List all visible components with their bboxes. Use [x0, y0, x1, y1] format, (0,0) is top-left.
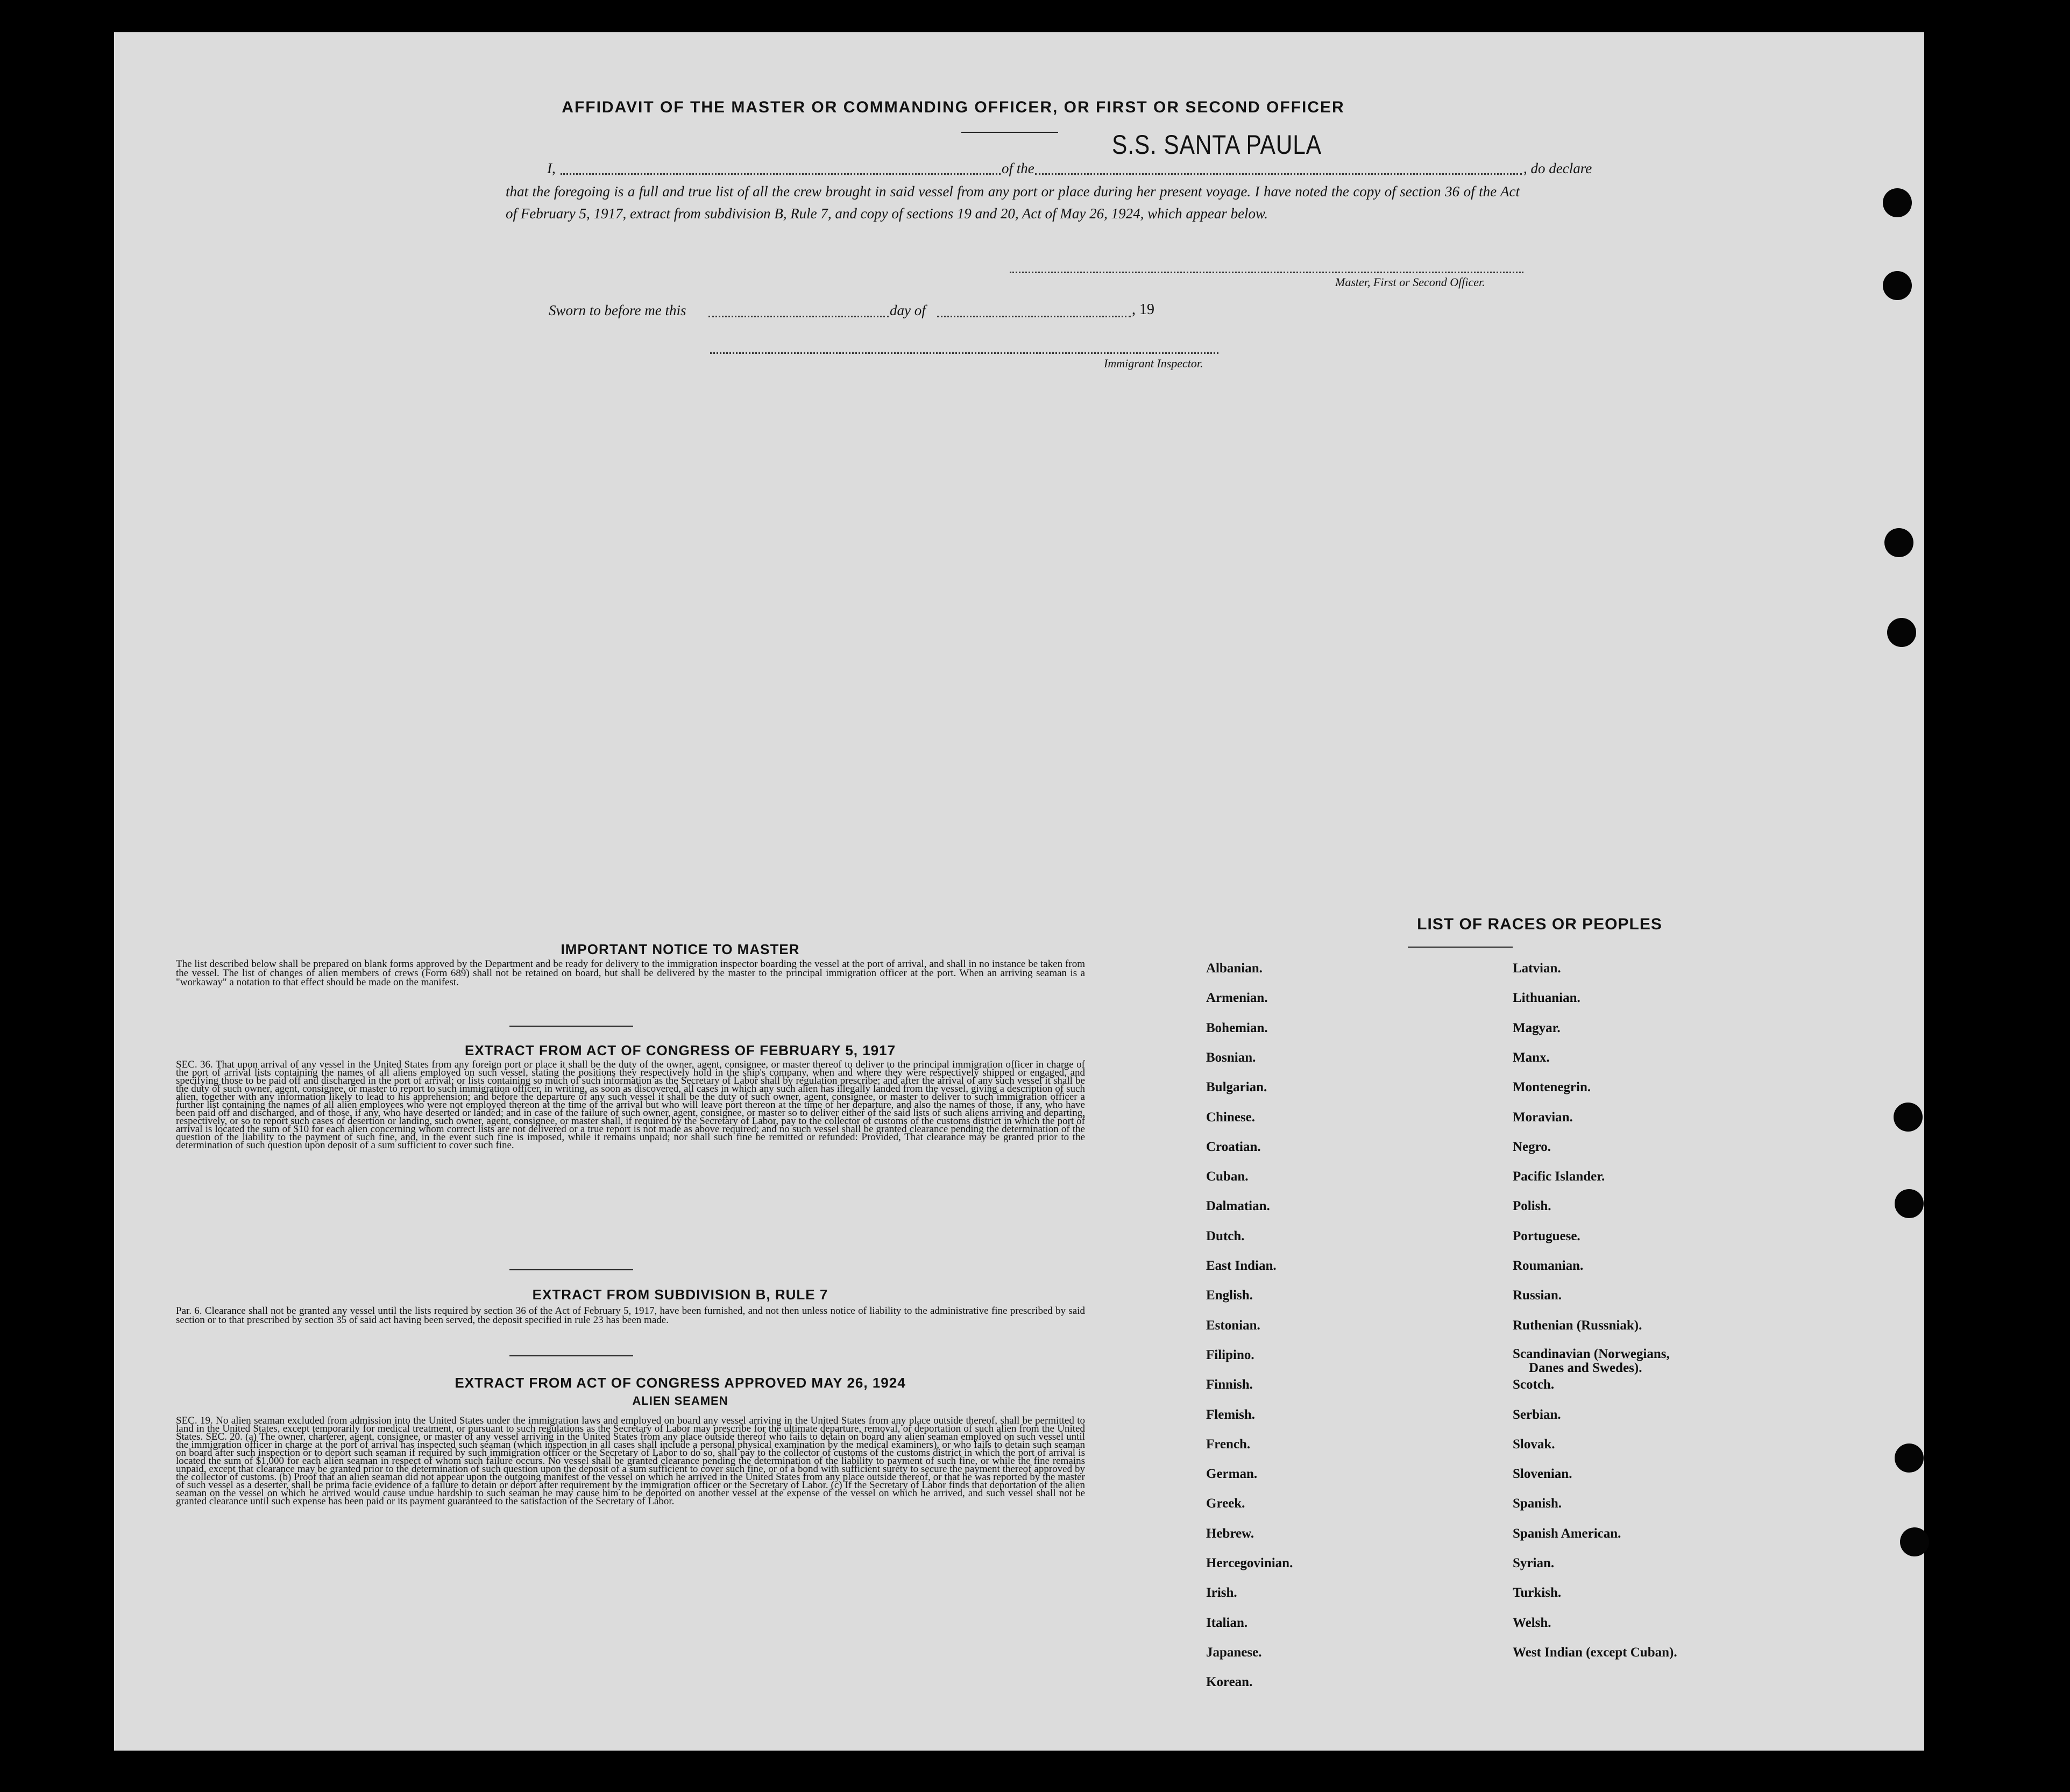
- race-item: Finnish.: [1206, 1377, 1253, 1392]
- race-item: Flemish.: [1206, 1407, 1255, 1422]
- document-page: [114, 32, 1924, 1751]
- inspector-label: Immigrant Inspector.: [1104, 357, 1203, 370]
- binder-hole: [1883, 188, 1912, 217]
- title-divider: [961, 132, 1058, 133]
- race-item: Bohemian.: [1206, 1020, 1268, 1035]
- race-item: Syrian.: [1513, 1556, 1555, 1570]
- race-item: East Indian.: [1206, 1258, 1277, 1273]
- extract-1917-divider: [509, 1269, 633, 1270]
- extract-rule7-body: Par. 6. Clearance shall not be granted any vessel until the lists required by section 36 of the Act of February 5, 1917, have been furnished, and not then unless notice of liability to the administrative fine prescribed by said section or to that prescribed by section 35 of said act having been served, the deposit specified in rule 23 has been made.: [176, 1305, 1085, 1326]
- race-item: Pacific Islander.: [1513, 1169, 1605, 1184]
- race-item: Bulgarian.: [1206, 1080, 1267, 1095]
- race-item: Spanish.: [1513, 1496, 1562, 1511]
- extract-1924-body: SEC. 19. No alien seaman excluded from admission into the United States under the immigration laws and employed on board any vessel arriving in the United States from any place outside thereof, shall be permitted to land in the United States, except temporarily for medical treatment, or pursuant to such regulations as the Secretary of Labor may prescribe for the ultimate departure, removal, or deportation of such alien from the United States. SEC. 20. (a) The owner, charterer, agent, consignee, or master of any vessel arriving in the United States from any place outside thereof who fails to detain on board any alien seaman employed on such vessel until the immigration officer in charge at the port of arrival has inspected such seaman (which inspection in all cases shall include a personal physical examination by the medical examiners), or who fails to detain such seaman on board after such inspection or to deport such seaman if required by such immigration officer or the Secretary of Labor to do so, shall pay to the collector of customs of the customs district in which the port of arrival is located the sum of $1,000 for each alien seaman in respect of whom such failure occurs. No vessel shall be granted clearance pending the determination of the liability to payment of such fine, or while the fine remains unpaid, except that clearance may be granted prior to the determination of such question upon the deposit of a sum sufficient to cover such fine, or of a bond with sufficient surety to secure the payment thereof approved by the collector of customs. (b) Proof that an alien seaman did not appear upon the outgoing manifest of the vessel on which he arrived in the United States from any place outside thereof, or that he was reported by the master of such vessel as a deserter, shall be prima facie evidence of a failure to detain or deport after requirement by the immigration officer or the Secretary of Labor. (c) If the Secretary of Labor finds that deportation of the alien seaman on the vessel on which he arrived would cause undue hardship to such seaman he may cause him to be deported on another vessel at the expense of the vessel on which he arrived, and such vessel shall not be granted clearance until such expense has been paid or its payment guaranteed to the satisfaction of the Secretary of Labor.: [176, 1415, 1085, 1507]
- race-item: Negro.: [1513, 1139, 1551, 1154]
- race-item: Scandinavian (Norwegians,: [1513, 1346, 1670, 1361]
- race-item: Greek.: [1206, 1496, 1245, 1511]
- race-item: Irish.: [1206, 1585, 1237, 1601]
- race-item: West Indian (except Cuban).: [1513, 1645, 1677, 1660]
- of-the-label: of the: [1002, 160, 1034, 176]
- binder-hole: [1884, 528, 1913, 557]
- race-item: Welsh.: [1513, 1615, 1551, 1630]
- race-item: Dutch.: [1206, 1228, 1245, 1243]
- race-item: Moravian.: [1513, 1110, 1573, 1125]
- race-item: Lithuanian.: [1513, 991, 1580, 1006]
- race-item: English.: [1206, 1288, 1253, 1303]
- extract-1917-body: SEC. 36. That upon arrival of any vessel in the United States from any foreign port or place it shall be the duty of the owner, agent, consignee, or master thereof to deliver to the principal immigration officer in charge of the port of arrival lists containing the names of all aliens employed on such vessel, stating the positions they respectively hold in the ship's company, when and where they were respectively shipped or engaged, and specifying those to be paid off and discharged in the port of arrival; or lists containing so much of such information as the Secretary of Labor shall by regulation prescribe; and after the arrival of any such vessel it shall be the duty of such owner, agent, consignee, or master to report to such immigration officer, in writing, as soon as discovered, all cases in which any such alien has illegally landed from the vessel, giving a description of such alien, together with any information likely to lead to his apprehension; and before the departure of any such vessel it shall be the duty of such owner, agent, consignee, or master to deliver to such immigration officer a further list containing the names of all alien employees who were not employed thereon at the time of the arrival but who will leave port thereon at the time of her departure, and also the names of those, if any, who have been paid off and discharged, and of those, if any, who have deserted or landed; and in case of the failure of such owner, agent, consignee, or master so to deliver either of the said lists of such aliens arriving and departing, respectively, or so to report such cases of desertion or landing, such owner, agent, consignee, or master shall, if required by the Secretary of Labor, pay to the collector of customs of the customs district in which the port of arrival is located the sum of $10 for each alien concerning whom correct lists are not delivered or a true report is not made as above required; and no such vessel shall be granted clearance pending the determination of the question of the liability to the payment of such fine, and, in the event such fine is imposed, while it remains unpaid; nor shall such fine be remitted or refunded: Provided, That clearance may be granted prior to the determination of such question upon deposit of a sum sufficient to cover such fine.: [176, 1059, 1085, 1151]
- binder-hole: [1887, 618, 1916, 647]
- race-item: Slovak.: [1513, 1437, 1555, 1452]
- vessel-line: [1035, 173, 1522, 175]
- binder-hole: [1895, 1189, 1924, 1218]
- race-item: Russian.: [1513, 1288, 1562, 1303]
- race-item: Scotch.: [1513, 1377, 1555, 1392]
- race-item: Magyar.: [1513, 1020, 1561, 1035]
- name-line: [561, 173, 1001, 175]
- extract-1924-subtitle: ALIEN SEAMEN: [632, 1394, 728, 1407]
- race-item: Roumanian.: [1513, 1258, 1584, 1273]
- races-divider: [1408, 947, 1513, 948]
- race-item: Serbian.: [1513, 1407, 1561, 1422]
- race-item: Polish.: [1513, 1199, 1551, 1214]
- race-item: Danes and Swedes).: [1529, 1360, 1642, 1375]
- race-item: Italian.: [1206, 1615, 1248, 1630]
- affidavit-body: that the foregoing is a full and true list of all the crew brought in said vessel from any port or place during her present voyage. I have noted the copy of section 36 of the Act of February 5, 1917, extract from subdivision B, Rule 7, and copy of sections 19 and 20, Act of May 26, 1924, which appear below.: [506, 183, 1520, 222]
- race-item: Montenegrin.: [1513, 1080, 1591, 1095]
- binder-hole: [1895, 1443, 1924, 1473]
- notice-body: The list described below shall be prepared on blank forms approved by the Department and be ready for delivery to the immigration inspector boarding the vessel at the port of arrival, and shall in no instance be taken from the vessel. The list of changes of alien members of crews (Form 689) shall not be retained on board, but shall be delivered by the master to the principal immigration officer at the port. When an arriving seaman is a "workaway" a notation to that effect should be made on the manifest.: [176, 958, 1085, 988]
- inspector-signature-line: [710, 352, 1218, 354]
- extract-rule7-title: EXTRACT FROM SUBDIVISION B, RULE 7: [532, 1286, 828, 1303]
- sworn-month-line: [937, 316, 1131, 317]
- sworn-label: Sworn to before me this: [549, 302, 686, 318]
- extract-1917-title: EXTRACT FROM ACT OF CONGRESS OF FEBRUARY 5, 1917: [464, 1042, 896, 1058]
- races-title: LIST OF RACES OR PEOPLES: [1417, 915, 1662, 933]
- binder-hole: [1883, 271, 1912, 300]
- race-item: Turkish.: [1513, 1585, 1562, 1601]
- race-item: French.: [1206, 1437, 1251, 1452]
- extract-1924-title: EXTRACT FROM ACT OF CONGRESS APPROVED MAY 26, 1924: [455, 1375, 906, 1391]
- race-item: Manx.: [1513, 1050, 1550, 1065]
- extract-rule7-divider: [509, 1355, 633, 1356]
- race-item: Japanese.: [1206, 1645, 1262, 1660]
- master-signature-label: Master, First or Second Officer.: [1335, 275, 1485, 289]
- affidavit-title: AFFIDAVIT OF THE MASTER OR COMMANDING OFFICER, OR FIRST OR SECOND OFFICER: [562, 98, 1345, 116]
- race-item: Portuguese.: [1513, 1228, 1580, 1243]
- race-item: Dalmatian.: [1206, 1199, 1270, 1214]
- race-item: Ruthenian (Russniak).: [1513, 1318, 1642, 1333]
- master-signature-line: [1010, 272, 1523, 273]
- race-item: Slovenian.: [1513, 1467, 1572, 1482]
- race-item: Filipino.: [1206, 1347, 1254, 1362]
- binder-hole: [1894, 1103, 1923, 1132]
- race-item: Korean.: [1206, 1675, 1253, 1690]
- sworn-day-line: [708, 316, 889, 317]
- day-of-label: day of: [890, 302, 926, 318]
- i-label: I,: [547, 160, 556, 176]
- ship-name: S.S. SANTA PAULA: [1112, 130, 1322, 160]
- race-item: Hebrew.: [1206, 1526, 1254, 1541]
- binder-hole: [1900, 1527, 1929, 1556]
- race-item: German.: [1206, 1467, 1258, 1482]
- race-item: Croatian.: [1206, 1139, 1261, 1154]
- race-item: Chinese.: [1206, 1110, 1255, 1125]
- year-label: , 19: [1132, 301, 1154, 318]
- race-item: Armenian.: [1206, 991, 1268, 1006]
- race-item: Cuban.: [1206, 1169, 1249, 1184]
- notice-divider: [509, 1026, 633, 1027]
- notice-title: IMPORTANT NOTICE TO MASTER: [561, 941, 800, 957]
- race-item: Bosnian.: [1206, 1050, 1256, 1065]
- race-item: Estonian.: [1206, 1318, 1260, 1333]
- race-item: Albanian.: [1206, 961, 1263, 976]
- race-item: Hercegovinian.: [1206, 1556, 1293, 1570]
- race-item: Spanish American.: [1513, 1526, 1621, 1541]
- race-item: Latvian.: [1513, 961, 1561, 976]
- do-declare-label: , do declare: [1523, 160, 1592, 176]
